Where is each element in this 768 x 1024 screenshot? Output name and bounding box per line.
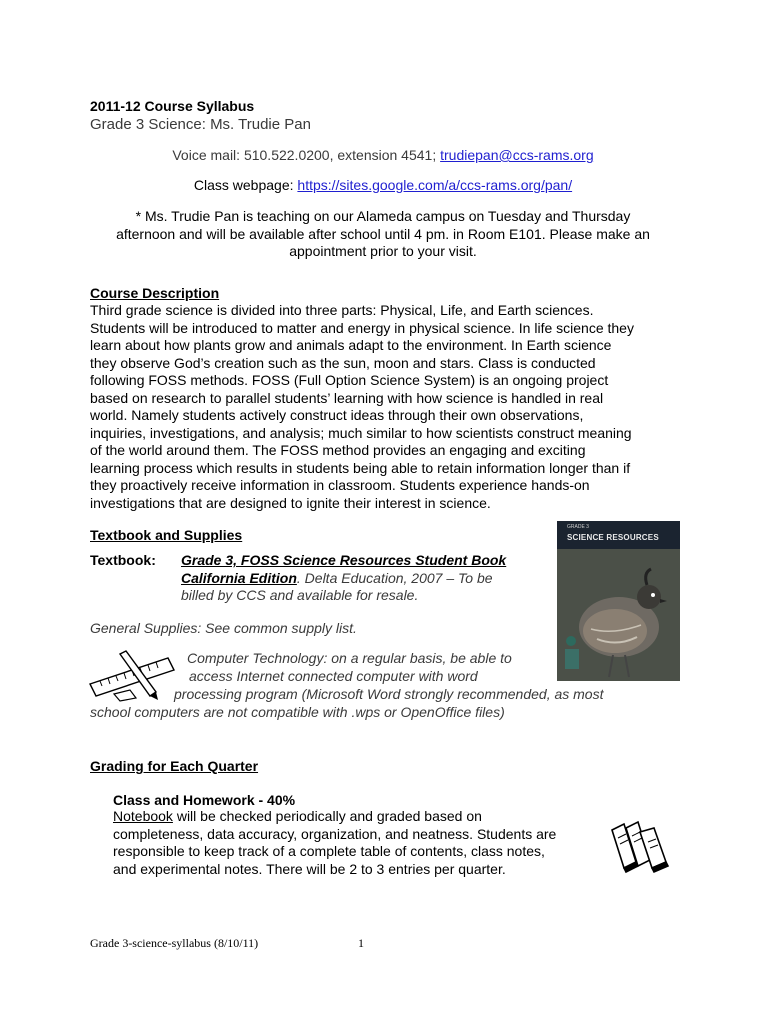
textbook-entry — [181, 552, 551, 605]
book-title: Grade 3, FOSS Science Resources Student Book — [181, 552, 507, 568]
tech-line: processing program (Microsoft Word strongly recommended, as most — [174, 686, 604, 702]
paragraph-line: they proactively receive information in classroom. Students experience hands-on — [90, 477, 590, 493]
footer-doc-name: Grade 3-science-syllabus (8/10/11) — [90, 936, 259, 950]
paragraph-line: based on research to parallel students’ learning with how science is handled in real — [90, 389, 604, 406]
webpage-line — [90, 177, 676, 195]
textbook-label: Textbook: — [90, 552, 156, 568]
course-description-body — [90, 302, 690, 512]
paragraph-line: Students will be introduced to matter and energy in physical science. In life science they — [90, 319, 634, 336]
grading-line: will be checked periodically and graded based on — [172, 808, 482, 824]
notebook-word: Notebook — [113, 808, 173, 824]
paragraph-line: Third grade science is divided into three parts: Physical, Life, and Earth sciences. — [90, 302, 594, 318]
grading-line: and experimental notes. There will be 2 to 3 entries per quarter. — [113, 860, 506, 877]
page-title: 2011-12 Course Syllabus — [90, 98, 255, 114]
paragraph-line: following FOSS methods. FOSS (Full Option Science System) is an ongoing project — [90, 372, 609, 388]
voicemail-text: Voice mail: 510.522.0200, extension 4541; — [172, 147, 437, 163]
book-edition: California Edition — [181, 569, 297, 586]
grading-subheading: Class and Homework - 40% — [113, 792, 296, 808]
paragraph-line: investigations that are designed to ignite their interest in science. — [90, 494, 491, 511]
ruler-pencil-icon — [86, 650, 182, 702]
paragraph-line: learn about how plants grow and animals adapt to the environment. In Earth science — [90, 337, 612, 353]
webpage-label: Class webpage: — [193, 177, 294, 193]
cover-grade: GRADE 3 — [567, 524, 589, 530]
notice-line: afternoon and will be available after school until 4 pm. in Room E101. Please make an — [116, 225, 650, 242]
notice-line: * Ms. Trudie Pan is teaching on our Alameda campus on Tuesday and Thursday — [135, 208, 631, 224]
course-description-heading: Course Description — [90, 285, 220, 301]
tech-line: access Internet connected computer with word — [189, 668, 478, 684]
quail-illustration — [557, 549, 680, 681]
book-publisher: . Delta Education, 2007 – To be — [296, 569, 493, 586]
notice-line: appointment prior to your visit. — [289, 243, 477, 259]
office-hours-notice — [90, 208, 676, 261]
email-link[interactable]: trudiepan@ccs-rams.org — [440, 147, 594, 163]
paragraph-line: of the world around them. The FOSS method provides an engaging and exciting — [90, 442, 586, 458]
general-supplies: General Supplies: See common supply list. — [90, 620, 357, 636]
footer-page-number: 1 — [358, 936, 364, 950]
books-icon — [608, 818, 670, 874]
grading-heading: Grading for Each Quarter — [90, 758, 259, 774]
tech-line: school computers are not compatible with .wps or OpenOffice files) — [90, 704, 505, 720]
book-billing: billed by CCS and available for resale. — [181, 587, 419, 603]
paragraph-line: inquiries, investigations, and analysis; much similar to how scientists construct meaning — [90, 424, 632, 441]
tech-line: Computer Technology: on a regular basis, be able to — [187, 650, 512, 666]
paragraph-line: they observe God’s creation such as the sun, moon and stars. Class is conducted — [90, 354, 596, 371]
cover-title: SCIENCE RESOURCES — [567, 533, 659, 542]
textbook-cover-image — [557, 521, 680, 681]
grading-line: responsible to keep track of a complete table of contents, class notes, — [113, 843, 545, 859]
paragraph-line: world. Namely students actively construct ideas through their own observations, — [90, 407, 584, 423]
paragraph-line: learning process which results in students being able to retain information longer than if — [90, 459, 631, 476]
voicemail-line — [90, 147, 676, 165]
grading-line: completeness, data accuracy, organization, and neatness. Students are — [113, 825, 557, 842]
webpage-link[interactable]: https://sites.google.com/a/ccs-rams.org/pan/ — [297, 177, 573, 193]
page-subtitle: Grade 3 Science: Ms. Trudie Pan — [90, 116, 311, 133]
textbook-heading: Textbook and Supplies — [90, 527, 243, 543]
grading-body — [113, 808, 603, 878]
